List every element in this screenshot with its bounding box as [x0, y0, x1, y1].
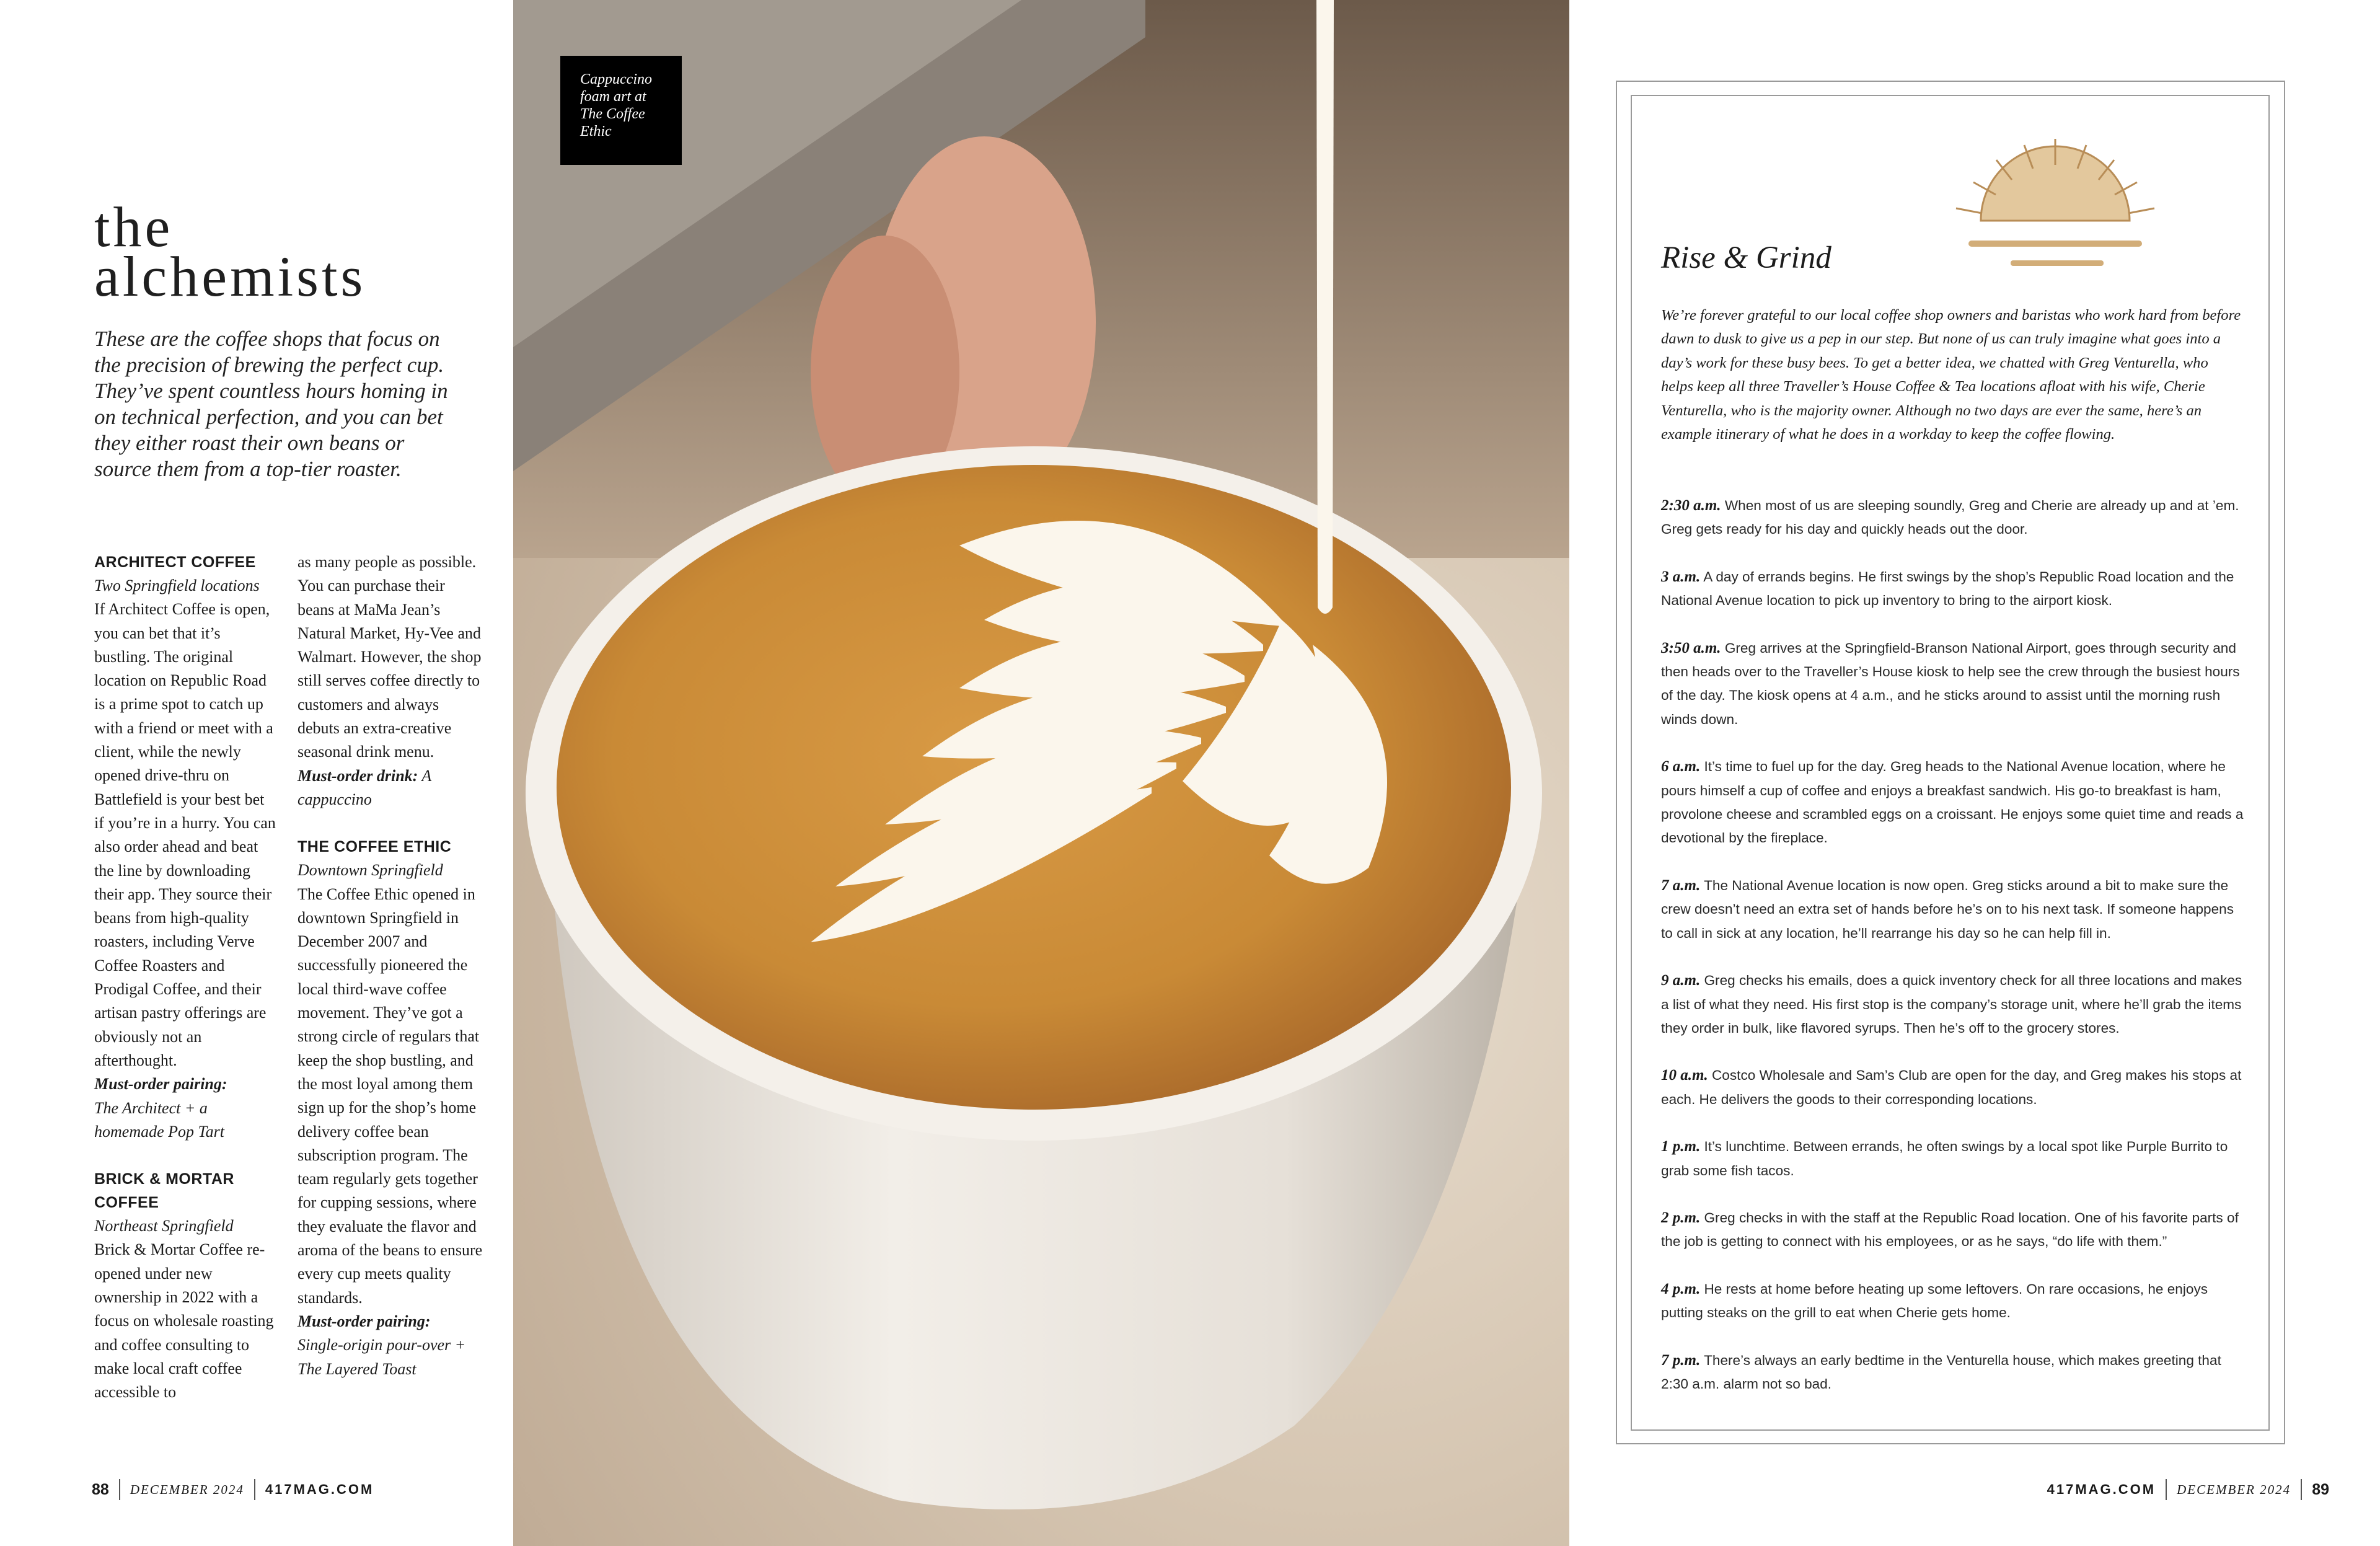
text-column-2: [298, 550, 483, 1381]
itinerary-entry: [1661, 969, 2244, 1040]
page-number: 89: [2312, 1481, 2329, 1498]
entry-text: When most of us are sleeping soundly, Greg and Cherie are already up and at ’em. Greg gets ready for his day and quickly heads out the door.: [1661, 498, 2239, 537]
entry-text: Greg checks his emails, does a quick inventory check for all three locations and makes a list of what they need. His first stop is the company’s storage unit, where he’ll grab the items they order in bulk, like flavored syrups. Then he’s off to the grocery stores.: [1661, 973, 2242, 1036]
must-order-label: Must-order pairing:: [94, 1075, 227, 1093]
must-order-value: A cappuccino: [298, 766, 431, 808]
itinerary-entry: [1661, 1064, 2244, 1111]
shop-location: Downtown Springfield: [298, 861, 443, 880]
entry-text: There’s always an early bedtime in the Venturella house, which makes greeting that 2:30 a.m. alarm not so bad.: [1661, 1352, 2221, 1392]
must-order: [298, 1310, 483, 1381]
entry-text: Greg checks in with the staff at the Republic Road location. One of his favorite parts of the job is getting to connect with his employees, or as he says, “do life with them.”: [1661, 1209, 2239, 1250]
issue-date: DECEMBER 2024: [2177, 1482, 2291, 1497]
entry-text: He rests at home before heating up some leftovers. On rare occasions, he enjoys putting steaks on the grill to eat when Cherie gets home.: [1661, 1281, 2208, 1321]
shop-body: If Architect Coffee is open, you can bet that it’s bustling. The original location on Republic Road is a prime spot to catch up with a friend or meet with a client, while the newly opened drive-thru on Battlefield is your best bet if you’re in a hurry. You can also order ahead and beat the line by downloading their app. They source their beans from high-quality roasters, including Verve Coffee Roasters and Prodigal Coffee, and their artisan pastry offerings are obviously not an afterthought.: [94, 600, 276, 1069]
folio-left: [92, 1479, 374, 1500]
rising-sun-icon: [1937, 128, 2173, 283]
latte-art-illustration: [513, 0, 1569, 1546]
entry-text: Costco Wholesale and Sam’s Club are open for the day, and Greg makes his stops at each. He delivers the goods to their corresponding locations.: [1661, 1067, 2242, 1107]
shop-name: ARCHITECT COFFEE: [94, 554, 256, 571]
must-order-value: Single-origin pour-over + The Layered Toast: [298, 1336, 466, 1378]
must-order-label: Must-order drink:: [298, 766, 418, 785]
itinerary-entry: [1661, 637, 2244, 732]
entry-time: 7 a.m.: [1661, 877, 1701, 894]
entry-time: 10 a.m.: [1661, 1067, 1708, 1084]
entry-time: 7 p.m.: [1661, 1351, 1701, 1369]
itinerary-entry: [1661, 1349, 2244, 1397]
itinerary-entry: [1661, 1206, 2244, 1254]
folio-divider: [2301, 1479, 2302, 1500]
page-number: 88: [92, 1481, 109, 1498]
photo-caption: Cappuccino foam art at The Coffee Ethic: [560, 56, 682, 165]
issue-date: DECEMBER 2024: [130, 1482, 244, 1497]
itinerary-entry: [1661, 755, 2244, 850]
shop-location: Northeast Springfield: [94, 1217, 234, 1235]
folio-divider: [119, 1479, 120, 1500]
must-order-label: Must-order pairing:: [298, 1312, 431, 1330]
article-headline: [94, 195, 491, 308]
headline-line-1: the: [94, 195, 174, 258]
article-intro: These are the coffee shops that focus on the precision of brewing the perfect cup. They’ve spent countless hours homing in on technical perfection, and you can bet they either roast their own beans or source them from a top-tier roaster.: [94, 327, 448, 481]
entry-text: A day of errands begins. He first swings by the shop’s Republic Road location and the National Avenue location to pick up inventory to bring to the airport kiosk.: [1661, 568, 2234, 609]
entry-time: 2 p.m.: [1661, 1209, 1701, 1226]
site-url: 417MAG.COM: [265, 1482, 374, 1497]
entry-time: 3:50 a.m.: [1661, 639, 1721, 656]
entry-time: 9 a.m.: [1661, 972, 1701, 989]
itinerary-list: [1661, 494, 2244, 1420]
itinerary-entry: [1661, 1278, 2244, 1325]
shop-body: Brick & Mortar Coffee re-opened under new ownership in 2022 with a focus on wholesale roasting and coffee consulting to make local craft coffee accessible to: [94, 1240, 274, 1402]
entry-time: 6 a.m.: [1661, 758, 1701, 775]
shop-body-continued: as many people as possible. You can purchase their beans at MaMa Jean’s Natural Market, Hy-Vee and Walmart. However, the shop still serves coffee directly to customers and always debuts an extra-creative seasonal drink menu.: [298, 553, 482, 761]
folio-divider: [2166, 1479, 2167, 1500]
site-url: 417MAG.COM: [2047, 1482, 2156, 1497]
folio-divider: [254, 1479, 255, 1500]
entry-text: The National Avenue location is now open. Greg sticks around a bit to make sure the crew doesn’t need an extra set of hands before he’s on to his next task. If someone happens to call in sick at any location, he’ll rearrange his day so he can help fill in.: [1661, 877, 2234, 941]
sidebar-title: Rise & Grind: [1661, 241, 1831, 275]
entry-text: It’s lunchtime. Between errands, he often swings by a local spot like Purple Burrito to grab some fish tacos.: [1661, 1139, 2228, 1178]
must-order: [298, 764, 483, 812]
must-order-value: The Architect + a homemade Pop Tart: [94, 1098, 224, 1141]
itinerary-entry: [1661, 565, 2244, 613]
must-order: [94, 1072, 276, 1144]
entry-text: Greg arrives at the Springfield-Branson National Airport, goes through security and then heads over to the Traveller’s House kiosk to help see the crew through the busiest hours of the day. The kiosk opens at 4 a.m., and he sticks around to assist until the morning rush winds down.: [1661, 640, 2240, 727]
entry-text: It’s time to fuel up for the day. Greg heads to the National Avenue location, where he pours himself a cup of coffee and enjoys a breakfast sandwich. His go-to breakfast is ham, provolone cheese and scrambled eggs on a croissant. He enjoys some quiet time and reads a devotional by the fireplace.: [1661, 759, 2244, 846]
coffee-photo: [513, 0, 1569, 1546]
shop-name: BRICK & MORTAR COFFEE: [94, 1170, 234, 1212]
headline-line-2: alchemists: [94, 245, 366, 308]
sidebar-intro: We’re forever grateful to our local coffee shop owners and baristas who work hard from before dawn to dusk to give us a pep in our step. But none of us can truly imagine what goes into a day’s work for these busy bees. To get a better idea, we chatted with Greg Venturella, who helps keep all three Traveller’s House Coffee & Tea locations afloat with his wife, Cherie Venturella, who is the majority owner. Although no two days are ever the same, here’s an example itinerary of what he does in a workday to keep the coffee flowing.: [1661, 307, 2241, 443]
entry-time: 2:30 a.m.: [1661, 497, 1721, 514]
shop-location: Two Springfield locations: [94, 576, 260, 594]
entry-time: 1 p.m.: [1661, 1138, 1701, 1155]
itinerary-entry: [1661, 1135, 2244, 1183]
folio-right: [2047, 1479, 2329, 1500]
itinerary-entry: [1661, 494, 2244, 542]
text-column-1: [94, 550, 276, 1405]
shop-name: THE COFFEE ETHIC: [298, 838, 452, 856]
itinerary-entry: [1661, 874, 2244, 945]
entry-time: 4 p.m.: [1661, 1280, 1701, 1297]
milk-stream: [1316, 0, 1334, 614]
shop-body: The Coffee Ethic opened in downtown Springfield in December 2007 and successfully pioneered the local third-wave coffee movement. They’ve got a strong circle of regulars that keep the shop bustling, and the most loyal among them sign up for the shop’s home delivery coffee bean subscription program. The team regularly gets together for cupping sessions, where they evaluate the flavor and aroma of the beans to ensure every cup meets quality standards.: [298, 885, 483, 1307]
entry-time: 3 a.m.: [1661, 568, 1701, 585]
